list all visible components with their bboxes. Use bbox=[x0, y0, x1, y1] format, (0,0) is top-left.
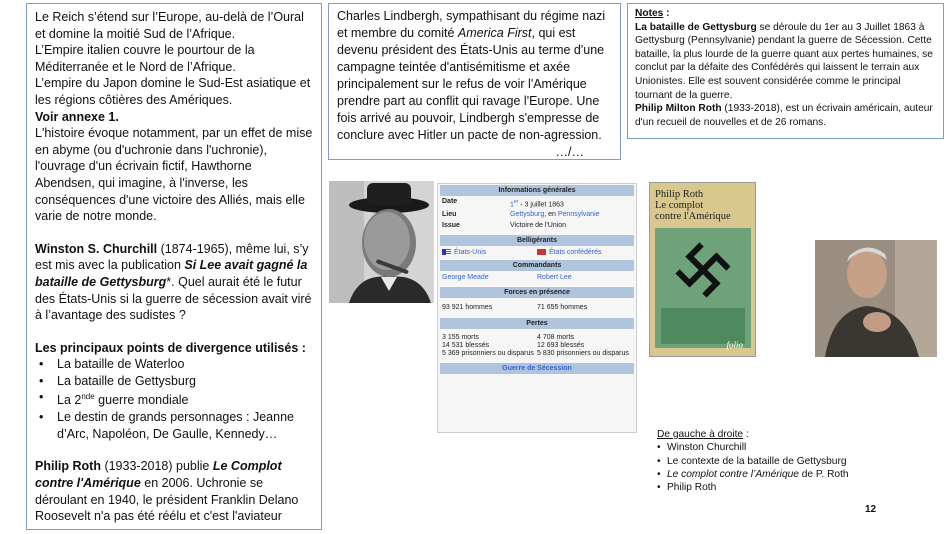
book-author: Philip Roth bbox=[655, 189, 704, 200]
union-link[interactable]: États-Unis bbox=[454, 249, 487, 257]
infobox-label: Date bbox=[442, 198, 458, 205]
roth-name: Philip Roth bbox=[35, 459, 101, 474]
roth-book-title: Le Complot contre l'Amérique bbox=[35, 459, 282, 490]
infobox-row-belligerants bbox=[438, 247, 636, 259]
notes-panel bbox=[627, 3, 944, 139]
caption-colon: : bbox=[743, 429, 749, 440]
churchill-text-1: (1874-1965), même lui, s’y est mis avec la publication bbox=[35, 241, 309, 273]
infobox-header-belligerants: Belligérants bbox=[440, 235, 634, 246]
continuation-mark: …/… bbox=[555, 145, 584, 159]
spacer bbox=[35, 324, 313, 340]
philip-roth-photo bbox=[815, 240, 937, 357]
caption-rest: de P. Roth bbox=[798, 468, 849, 480]
lieu-sep: , en bbox=[544, 211, 558, 219]
infobox-value bbox=[510, 198, 632, 209]
lindbergh-text-panel bbox=[328, 3, 621, 160]
churchill-name: Winston S. Churchill bbox=[35, 241, 158, 256]
roth-text-1: (1933-2018) publie bbox=[100, 459, 213, 474]
lindbergh-text-1: Charles Lindbergh, sympathisant du régime nazi et membre du comité bbox=[337, 9, 606, 40]
infobox-footer-link[interactable]: Guerre de Sécession bbox=[440, 363, 634, 374]
caption-list bbox=[657, 441, 897, 494]
date-sup: er bbox=[513, 199, 519, 205]
lee-link[interactable]: Robert Lee bbox=[537, 274, 572, 282]
pertes-union bbox=[442, 334, 537, 358]
left-text-panel bbox=[26, 3, 322, 530]
divergence-title bbox=[35, 340, 313, 357]
forces-union: 93 921 hommes bbox=[442, 304, 493, 312]
infobox-header-forces: Forces en présence bbox=[440, 287, 634, 298]
paragraph-churchill bbox=[35, 241, 313, 324]
infobox-row-commandants bbox=[438, 272, 636, 284]
infobox-header-pertes: Pertes bbox=[440, 318, 634, 329]
list-item-text: La 2 bbox=[57, 393, 82, 408]
infobox-row-date bbox=[438, 197, 636, 210]
forces-confederate: 71 655 hommes bbox=[537, 304, 588, 312]
notes-heading bbox=[635, 7, 936, 21]
date-link[interactable]: 1 bbox=[510, 201, 514, 209]
list-item: • Le contexte de la bataille de Gettysburg bbox=[657, 455, 897, 468]
paragraph-reich: Le Reich s’étend sur l’Europe, au-delà de l’Oural et domine la moitié Sud de l’Afrique. bbox=[35, 10, 304, 41]
annex-label: Voir annexe 1. bbox=[35, 109, 119, 124]
pertes-line: 5 369 prisonniers ou disparus bbox=[442, 350, 534, 358]
pertes-line: 4 708 morts bbox=[537, 334, 574, 342]
belligerent-union bbox=[442, 249, 537, 257]
infobox-row-lieu bbox=[438, 210, 636, 221]
note-gettysburg-title: La bataille de Gettysburg bbox=[635, 21, 757, 33]
page-number: 12 bbox=[865, 504, 877, 515]
pertes-confederate bbox=[537, 334, 632, 358]
meade-link[interactable]: George Meade bbox=[442, 274, 489, 282]
churchill-book-title: Si Lee avait gagné la bataille de Gettysburg bbox=[35, 258, 308, 289]
paragraph-italy: L’Empire italien couvre le pourtour de la Méditerranée et le Nord de l’Afrique. bbox=[35, 43, 255, 74]
date-rest: - 3 juillet 1863 bbox=[518, 201, 564, 209]
book-cover-art bbox=[655, 228, 751, 348]
list-item: • Le destin de grands personnages : Jeanne d’Arc, Napoléon, De Gaulle, Kennedy… bbox=[35, 409, 313, 442]
list-item: • La bataille de Waterloo bbox=[35, 356, 313, 373]
note-roth-text: (1933-2018), est un écrivain américain, auteur d'un recueil de nouvelles et de 26 romans. bbox=[635, 103, 933, 128]
infobox-row-forces bbox=[438, 299, 636, 317]
belligerent-confederate bbox=[537, 249, 632, 257]
infobox-label: Lieu bbox=[442, 211, 457, 219]
confederate-link[interactable]: États confédérés bbox=[549, 249, 602, 257]
paragraph-roth bbox=[35, 458, 313, 524]
churchill-photo bbox=[329, 181, 434, 303]
confederate-flag-icon bbox=[537, 249, 546, 255]
superscript: nde bbox=[81, 392, 95, 402]
note-gettysburg-text: se déroule du 1er au 3 Juillet 1863 à Gettysburg (Pennsylvanie) pendant la guerre de Sécession. Cette bataille, la plus lourde de la guerre quant aux pertes humaines, se conclut par la défaite des Confédérés qui laissent le terrain aux Unionistes. Elle est souvent considérée comme le principal tournant de la guerre. bbox=[635, 21, 933, 101]
infobox-row-pertes bbox=[438, 330, 636, 360]
churchill-text-2: *. Quel aurait été le futur des États-Unis si la guerre de sécession avait viré à l’avantage des sudistes ? bbox=[35, 274, 312, 323]
infobox-value bbox=[510, 211, 632, 220]
infobox-header-general: Informations générales bbox=[440, 185, 634, 196]
publisher-logo: folio bbox=[726, 340, 743, 350]
list-item bbox=[35, 389, 313, 409]
gettysburg-infobox bbox=[437, 183, 637, 433]
spacer bbox=[35, 225, 313, 241]
infobox-label: Issue bbox=[442, 222, 460, 230]
pertes-line: 5 830 prisonniers ou disparus bbox=[537, 350, 629, 358]
divergence-title-text: Les principaux points de divergence utilisés : bbox=[35, 340, 306, 355]
list-item-text: guerre mondiale bbox=[94, 393, 189, 408]
roth-portrait-illustration bbox=[815, 240, 937, 357]
book-title-italic: Le complot contre l’Amérique bbox=[667, 468, 799, 480]
note-gettysburg bbox=[635, 21, 936, 103]
annex-reference bbox=[35, 109, 313, 126]
list-item: • La bataille de Gettysburg bbox=[35, 373, 313, 390]
caption-heading bbox=[657, 428, 897, 441]
infobox-row-issue bbox=[438, 221, 636, 232]
infobox-value: Victoire de l'Union bbox=[510, 222, 567, 230]
swastika-stamp-illustration bbox=[655, 228, 751, 348]
lindbergh-text-2: , qui est devenu président des États-Unis au terme d'une campagne teintée d'antisémitisme et axée principalement sur le refus de voir l'Amérique prendre part au conflit qui ravage l'Europe. Une fois arrivé au pouvoir, Lindbergh s'empresse de conclure avec Hitler un pacte de non-agression. bbox=[337, 26, 605, 142]
book-title-block bbox=[655, 189, 731, 222]
paragraph-japan: L’empire du Japon domine le Sud-Est asiatique et les régions côtières des Amériques. bbox=[35, 76, 311, 107]
gettysburg-link[interactable]: Gettysburg bbox=[510, 211, 545, 219]
list-item: • Philip Roth bbox=[657, 481, 897, 494]
note-roth bbox=[635, 102, 936, 129]
paragraph-lindbergh bbox=[337, 8, 612, 144]
note-roth-title: Philip Milton Roth bbox=[635, 103, 722, 115]
roth-text-2: en 2006. Uchronie se déroulant en 1940, le président Franklin Delano Roosevelt n'a pas été réélu et c'est l'aviateur bbox=[35, 476, 299, 524]
divergence-list bbox=[35, 356, 313, 442]
notes-colon: : bbox=[663, 8, 670, 19]
america-first: America First bbox=[457, 26, 532, 40]
pennsylvanie-link[interactable]: Pennsylvanie bbox=[557, 211, 600, 219]
pertes-line: 12 693 blessés bbox=[537, 342, 585, 350]
spacer bbox=[35, 442, 313, 458]
list-item: • Winston Churchill bbox=[657, 441, 897, 454]
infobox-header-commandants: Commandants bbox=[440, 260, 634, 271]
list-item bbox=[657, 468, 897, 481]
book-title-line: contre l'Amérique bbox=[655, 211, 731, 222]
pertes-line: 3 155 morts bbox=[442, 334, 479, 342]
us-flag-icon bbox=[442, 249, 451, 255]
image-caption bbox=[657, 428, 897, 494]
book-title-line: Le complot bbox=[655, 200, 704, 211]
pertes-line: 14 531 blessés bbox=[442, 342, 490, 350]
paragraph-mise-en-abyme: L'histoire évoque notamment, par un effet de mise en abyme (ou d'uchronie dans l'uchronie), l'ouvrage d'un écrivain fictif, Hawthorne Abendsen, qui imagine, à l'inverse, les conséquences d'une victoire des Alliés, mais elle varie de notre monde. bbox=[35, 126, 313, 224]
notes-title: Notes bbox=[635, 8, 664, 19]
book-cover bbox=[649, 182, 756, 357]
churchill-portrait-illustration bbox=[329, 181, 434, 303]
caption-title: De gauche à droite bbox=[657, 429, 744, 440]
